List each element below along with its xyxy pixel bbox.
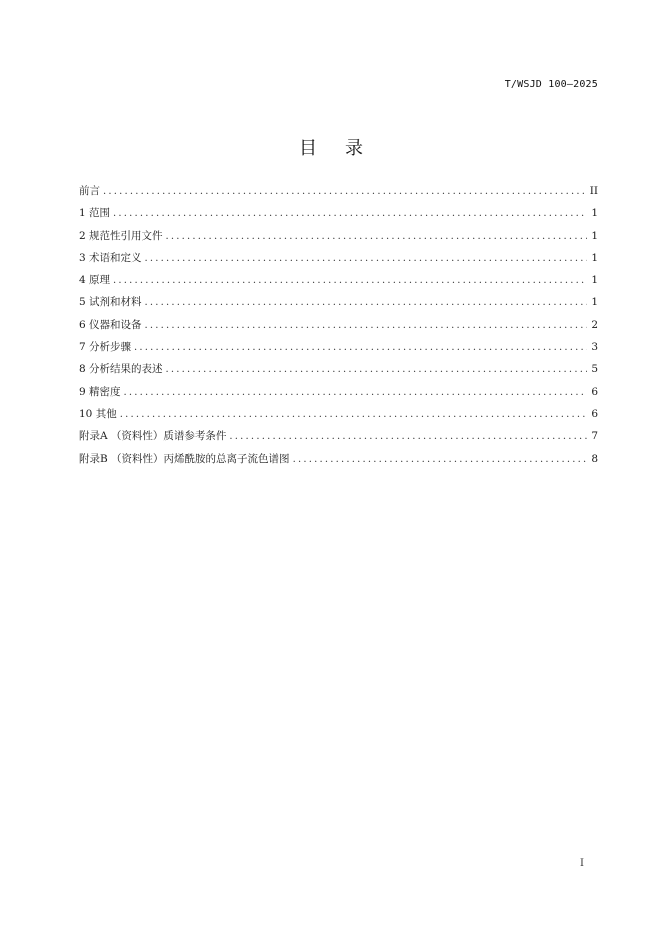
toc-entry-principle[interactable] [79, 269, 598, 291]
toc-entry-page: 3 [591, 341, 598, 354]
toc-entry-label: 3 术语和定义 [79, 251, 142, 264]
dot-leader [166, 359, 588, 381]
toc-entry-page: 1 [591, 207, 598, 220]
dot-leader [145, 315, 588, 337]
toc-entry-page: 1 [591, 229, 598, 242]
toc-entry-label: 8 分析结果的表述 [79, 363, 163, 376]
toc-entry-label: 5 试剂和材料 [79, 296, 142, 309]
dot-leader [229, 426, 587, 448]
toc-entry-scope[interactable] [79, 202, 598, 224]
toc-entry-page: 1 [591, 274, 598, 287]
toc-entry-page: 6 [591, 385, 598, 398]
page-number: I [580, 858, 584, 869]
dot-leader [293, 449, 588, 471]
toc-entry-page: 1 [591, 296, 598, 309]
toc-entry-label: 7 分析步骤 [79, 341, 132, 354]
toc-entry-terms-definitions[interactable] [79, 247, 598, 269]
page-title: 目录 [299, 138, 391, 159]
table-of-contents [79, 180, 598, 470]
toc-entry-label: 10 其他 [79, 407, 117, 420]
toc-entry-label: 1 范围 [79, 207, 111, 220]
dot-leader [145, 248, 588, 270]
toc-entry-label: 附录A （资料性）质谱参考条件 [79, 430, 227, 443]
toc-entry-label: 4 原理 [79, 274, 111, 287]
toc-entry-appendix-b[interactable] [79, 448, 598, 470]
dot-leader [145, 292, 588, 314]
dot-leader [124, 382, 588, 404]
toc-entry-page: 6 [591, 407, 598, 420]
toc-entry-label: 6 仪器和设备 [79, 318, 142, 331]
toc-entry-normative-references[interactable] [79, 225, 598, 247]
toc-entry-label: 前言 [79, 185, 100, 197]
toc-entry-label: 附录B （资料性）丙烯酰胺的总离子流色谱图 [79, 452, 290, 465]
toc-entry-page: II [589, 185, 598, 197]
toc-entry-page: 5 [591, 363, 598, 376]
toc-entry-precision[interactable] [79, 381, 598, 403]
dot-leader [103, 181, 586, 203]
dot-leader [166, 226, 588, 248]
toc-entry-other[interactable] [79, 403, 598, 425]
toc-entry-label: 9 精密度 [79, 385, 121, 398]
toc-entry-page: 7 [591, 430, 598, 443]
dot-leader [120, 404, 588, 426]
dot-leader [134, 337, 587, 359]
toc-entry-page: 8 [591, 452, 598, 465]
toc-entry-page: 1 [591, 251, 598, 264]
toc-entry-result-expression[interactable] [79, 358, 598, 380]
toc-entry-appendix-a[interactable] [79, 425, 598, 447]
toc-entry-instruments-equipment[interactable] [79, 314, 598, 336]
document-code: T/WSJD 100—2025 [504, 79, 598, 90]
toc-entry-foreword[interactable] [79, 180, 598, 202]
dot-leader [113, 203, 587, 225]
dot-leader [113, 270, 587, 292]
toc-entry-label: 2 规范性引用文件 [79, 229, 163, 242]
toc-entry-reagents-materials[interactable] [79, 291, 598, 313]
toc-entry-analysis-steps[interactable] [79, 336, 598, 358]
toc-entry-page: 2 [591, 318, 598, 331]
